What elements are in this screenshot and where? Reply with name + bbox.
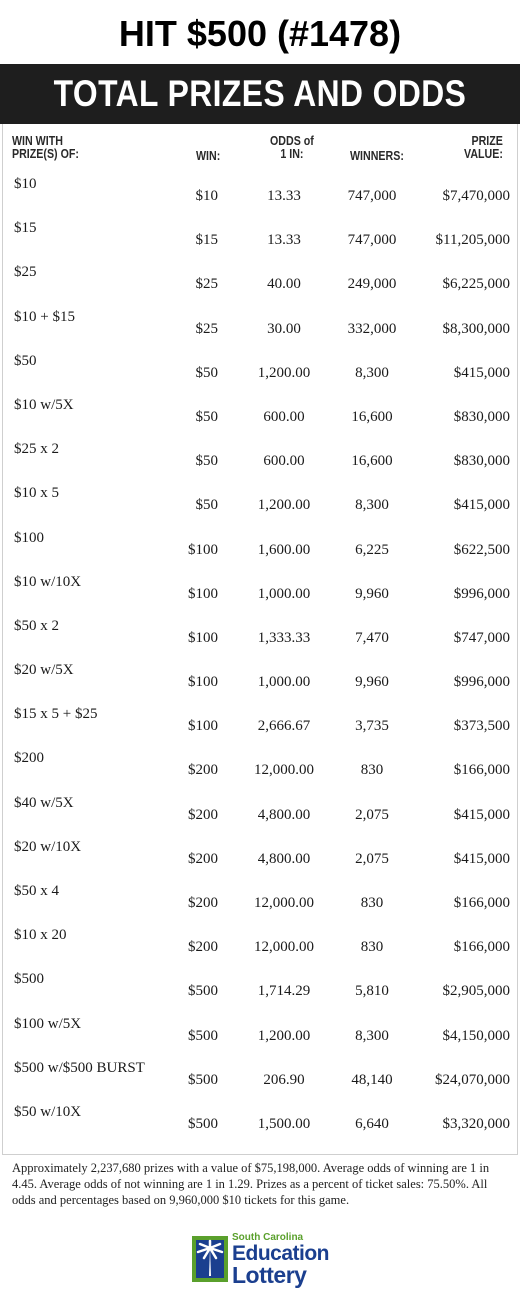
cell-odds: 4,800.00 bbox=[257, 806, 311, 823]
table-row bbox=[0, 700, 520, 744]
cell-prize: $10 x 20 bbox=[14, 927, 67, 944]
cell-prize-value: $373,500 bbox=[453, 718, 510, 735]
cell-winners: 2,075 bbox=[355, 850, 389, 867]
cell-win: $50 bbox=[195, 364, 218, 381]
cell-win: $500 bbox=[188, 1027, 218, 1044]
cell-prize: $50 bbox=[14, 352, 37, 369]
table-row bbox=[0, 789, 520, 833]
logo-lottery: Lottery bbox=[232, 1262, 307, 1288]
education-lottery-logo bbox=[190, 1230, 350, 1286]
cell-win: $100 bbox=[188, 541, 218, 558]
cell-odds: 40.00 bbox=[267, 276, 301, 293]
cell-prize-value: $4,150,000 bbox=[442, 1027, 510, 1044]
cell-prize: $10 bbox=[14, 176, 37, 192]
cell-win: $25 bbox=[195, 276, 218, 293]
cell-winners: 8,300 bbox=[355, 497, 389, 514]
cell-prize: $40 w/5X bbox=[14, 794, 74, 811]
cell-odds: 1,200.00 bbox=[257, 364, 311, 381]
cell-odds: 1,000.00 bbox=[257, 585, 311, 602]
cell-prize: $50 x 2 bbox=[14, 617, 59, 634]
cell-odds: 600.00 bbox=[263, 408, 305, 425]
cell-odds: 13.33 bbox=[267, 232, 301, 249]
cell-winners: 332,000 bbox=[347, 320, 397, 337]
cell-win: $25 bbox=[195, 320, 218, 337]
table-row bbox=[0, 214, 520, 258]
cell-odds: 30.00 bbox=[267, 320, 301, 337]
cell-win: $50 bbox=[195, 453, 218, 470]
cell-win: $200 bbox=[188, 939, 218, 956]
cell-win: $100 bbox=[188, 718, 218, 735]
table-row bbox=[0, 435, 520, 479]
cell-prize-value: $622,500 bbox=[453, 541, 510, 558]
cell-win: $10 bbox=[195, 188, 218, 204]
cell-winners: 48,140 bbox=[351, 1071, 393, 1088]
cell-winners: 830 bbox=[360, 762, 384, 779]
cell-odds: 206.90 bbox=[263, 1071, 305, 1088]
odds-footnote: Approximately 2,237,680 prizes with a value of $75,198,000. Average odds of winning are 1 in 4.45. Average odds of not winning are 1 in 1.29. Prizes as a percent of ticket sales: 75.50%. All odds and percentages based on 9,960,000 $10 tickets for this game. bbox=[12, 1161, 490, 1207]
prize-table bbox=[0, 170, 520, 1142]
header-prize: WIN WITH PRIZE(S) OF: bbox=[12, 133, 79, 161]
table-row bbox=[0, 1098, 520, 1142]
cell-win: $100 bbox=[188, 585, 218, 602]
cell-winners: 9,960 bbox=[355, 674, 389, 691]
header-win: WIN: bbox=[196, 148, 221, 163]
logo-education: Education bbox=[232, 1242, 330, 1265]
cell-prize-value: $830,000 bbox=[453, 453, 510, 470]
table-row bbox=[0, 877, 520, 921]
table-row bbox=[0, 170, 520, 214]
cell-win: $50 bbox=[195, 408, 218, 425]
cell-prize-value: $415,000 bbox=[453, 850, 510, 867]
cell-prize: $20 w/5X bbox=[14, 662, 74, 679]
cell-prize: $20 w/10X bbox=[14, 838, 82, 855]
cell-winners: 8,300 bbox=[355, 1027, 389, 1044]
cell-odds: 2,666.67 bbox=[257, 718, 311, 735]
cell-win: $100 bbox=[188, 674, 218, 691]
cell-win: $50 bbox=[195, 497, 218, 514]
cell-win: $200 bbox=[188, 895, 218, 911]
cell-prize-value: $3,320,000 bbox=[442, 1115, 510, 1132]
table-row bbox=[0, 303, 520, 347]
cell-prize: $100 w/5X bbox=[14, 1015, 82, 1032]
cell-odds: 600.00 bbox=[263, 453, 305, 470]
cell-prize: $500 bbox=[14, 971, 44, 988]
game-title: HIT $500 (#1478) bbox=[118, 13, 402, 54]
header-winners: WINNERS: bbox=[350, 148, 404, 163]
cell-prize: $50 x 4 bbox=[14, 883, 59, 899]
cell-winners: 7,470 bbox=[355, 629, 389, 646]
cell-winners: 16,600 bbox=[351, 408, 393, 425]
cell-odds: 12,000.00 bbox=[254, 762, 314, 779]
cell-prize-value: $415,000 bbox=[453, 364, 510, 381]
cell-odds: 1,714.29 bbox=[257, 983, 311, 1000]
cell-odds: 1,000.00 bbox=[257, 674, 311, 691]
cell-prize-value: $830,000 bbox=[453, 408, 510, 425]
cell-win: $500 bbox=[188, 983, 218, 1000]
table-row bbox=[0, 347, 520, 391]
cell-winners: 3,735 bbox=[355, 718, 389, 735]
cell-winners: 830 bbox=[360, 895, 384, 911]
cell-prize-value: $415,000 bbox=[453, 497, 510, 514]
cell-winners: 8,300 bbox=[355, 364, 389, 381]
cell-win: $200 bbox=[188, 806, 218, 823]
cell-prize: $50 w/10X bbox=[14, 1103, 82, 1120]
cell-odds: 13.33 bbox=[267, 188, 301, 204]
cell-winners: 2,075 bbox=[355, 806, 389, 823]
cell-winners: 249,000 bbox=[347, 276, 397, 293]
cell-prize-value: $415,000 bbox=[453, 806, 510, 823]
cell-win: $200 bbox=[188, 762, 218, 779]
cell-win: $500 bbox=[188, 1115, 218, 1132]
cell-odds: 12,000.00 bbox=[254, 939, 314, 956]
cell-prize: $25 x 2 bbox=[14, 441, 59, 458]
cell-win: $500 bbox=[188, 1071, 218, 1088]
table-row bbox=[0, 391, 520, 435]
cell-winners: 747,000 bbox=[347, 232, 397, 249]
cell-prize: $10 w/5X bbox=[14, 396, 74, 413]
table-row bbox=[0, 1054, 520, 1098]
cell-winners: 6,225 bbox=[355, 541, 389, 558]
table-row bbox=[0, 744, 520, 788]
cell-odds: 1,600.00 bbox=[257, 541, 311, 558]
cell-prize-value: $996,000 bbox=[453, 585, 510, 602]
palmetto-tree-icon bbox=[190, 1234, 230, 1284]
banner bbox=[0, 64, 520, 124]
cell-prize: $25 bbox=[14, 264, 37, 281]
table-row bbox=[0, 524, 520, 568]
cell-odds: 1,200.00 bbox=[257, 1027, 311, 1044]
cell-prize-value: $166,000 bbox=[453, 762, 510, 779]
cell-prize-value: $747,000 bbox=[453, 629, 510, 646]
cell-prize: $500 w/$500 BURST bbox=[14, 1059, 145, 1076]
table-row bbox=[0, 921, 520, 965]
table-row bbox=[0, 656, 520, 700]
table-row bbox=[0, 965, 520, 1009]
cell-prize: $15 x 5 + $25 bbox=[14, 706, 98, 723]
cell-prize-value: $7,470,000 bbox=[442, 188, 510, 204]
cell-odds: 1,200.00 bbox=[257, 497, 311, 514]
cell-odds: 4,800.00 bbox=[257, 850, 311, 867]
cell-prize-value: $8,300,000 bbox=[442, 320, 510, 337]
cell-prize-value: $166,000 bbox=[453, 939, 510, 956]
table-row bbox=[0, 612, 520, 656]
cell-prize-value: $166,000 bbox=[453, 895, 510, 911]
cell-odds: 1,500.00 bbox=[257, 1115, 311, 1132]
table-row bbox=[0, 479, 520, 523]
cell-winners: 830 bbox=[360, 939, 384, 956]
cell-prize-value: $24,070,000 bbox=[435, 1071, 510, 1088]
cell-winners: 16,600 bbox=[351, 453, 393, 470]
table-row bbox=[0, 833, 520, 877]
table-row bbox=[0, 568, 520, 612]
banner-title: TOTAL PRIZES AND ODDS bbox=[53, 73, 467, 114]
cell-prize-value: $996,000 bbox=[453, 674, 510, 691]
cell-odds: 1,333.33 bbox=[257, 629, 311, 646]
header-odds: ODDS of 1 IN: bbox=[270, 133, 314, 161]
cell-win: $200 bbox=[188, 850, 218, 867]
table-row bbox=[0, 1010, 520, 1054]
header-prize-value: PRIZE VALUE: bbox=[464, 133, 503, 161]
cell-winners: 747,000 bbox=[347, 188, 397, 204]
cell-prize: $200 bbox=[14, 750, 44, 767]
cell-prize: $15 bbox=[14, 220, 37, 237]
cell-odds: 12,000.00 bbox=[254, 895, 314, 911]
cell-win: $100 bbox=[188, 629, 218, 646]
table-header bbox=[0, 124, 520, 170]
cell-prize-value: $2,905,000 bbox=[442, 983, 510, 1000]
cell-winners: 5,810 bbox=[355, 983, 389, 1000]
cell-winners: 9,960 bbox=[355, 585, 389, 602]
cell-winners: 6,640 bbox=[355, 1115, 389, 1132]
table-row bbox=[0, 258, 520, 302]
cell-prize: $10 x 5 bbox=[14, 485, 59, 502]
cell-prize-value: $11,205,000 bbox=[435, 232, 510, 249]
cell-prize: $10 + $15 bbox=[14, 308, 75, 325]
cell-prize: $10 w/10X bbox=[14, 573, 82, 590]
logo-state-name: South Carolina bbox=[232, 1232, 304, 1243]
cell-prize-value: $6,225,000 bbox=[442, 276, 510, 293]
cell-prize: $100 bbox=[14, 529, 44, 546]
cell-win: $15 bbox=[195, 232, 218, 249]
